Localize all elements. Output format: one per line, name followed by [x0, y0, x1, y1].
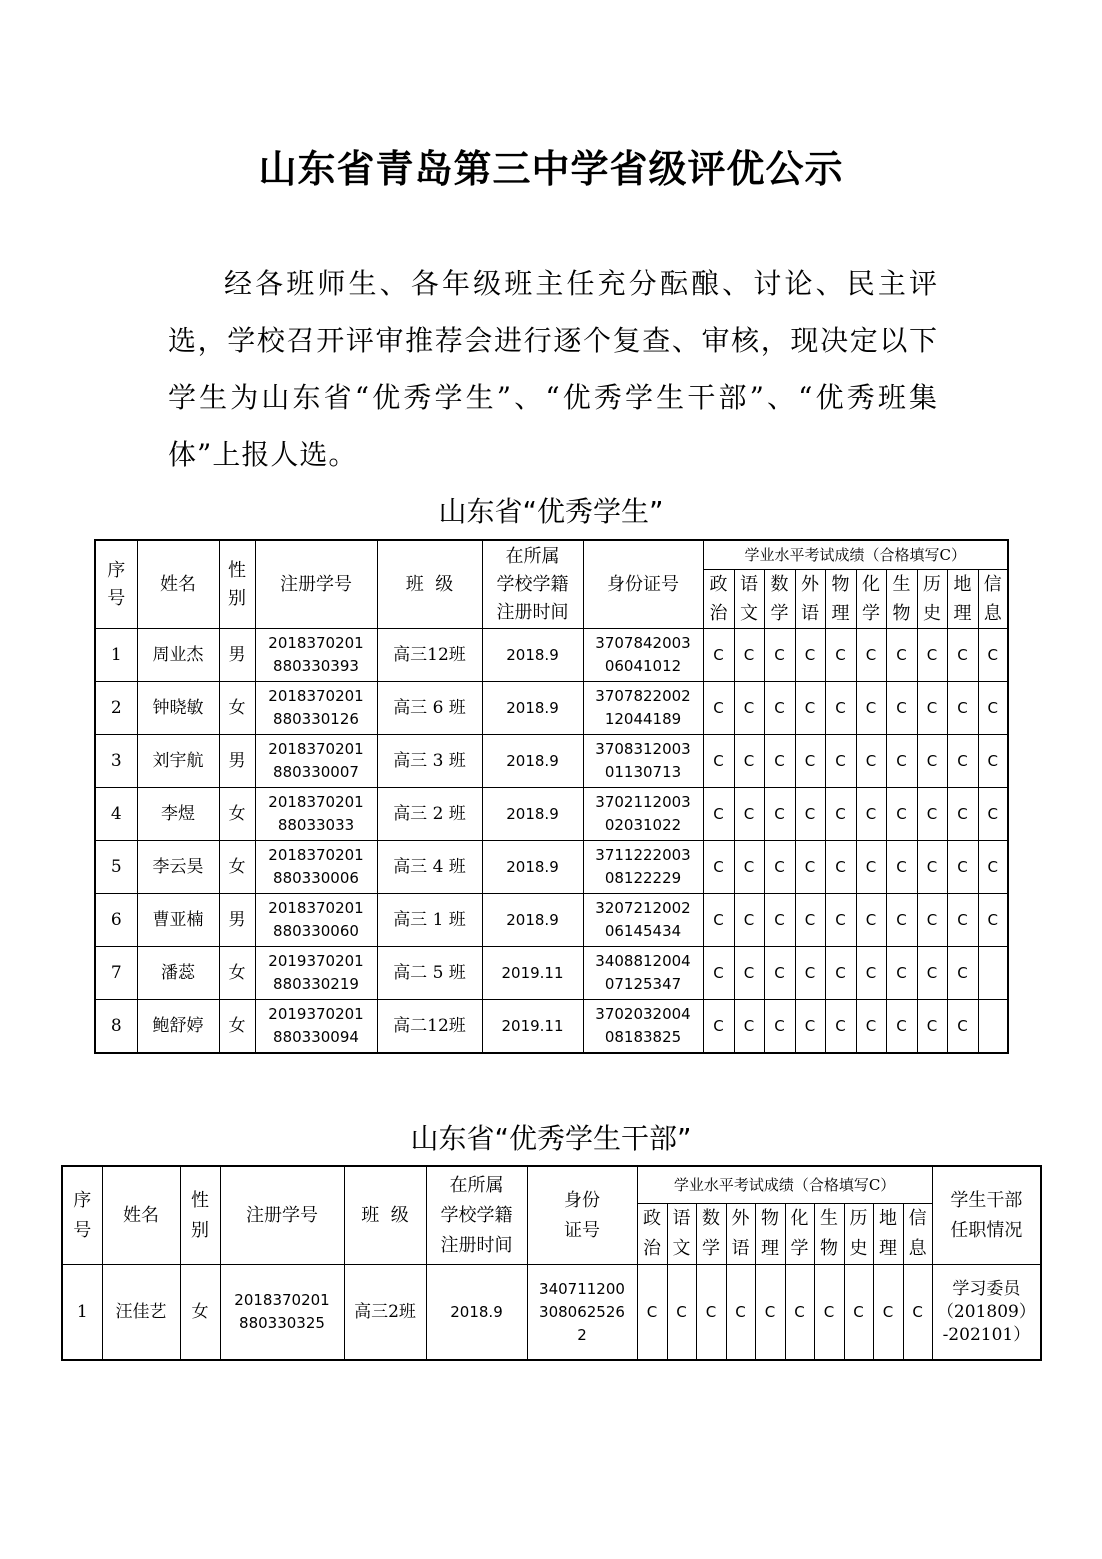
cell-name: 刘宇航	[137, 735, 219, 788]
cell-id-no-line: 3707822002	[595, 687, 691, 705]
table-row	[95, 894, 1008, 947]
cell-grade: C	[637, 1265, 667, 1361]
cell-seq: 3	[95, 735, 137, 788]
cell-gender: 男	[219, 894, 255, 947]
cell-grade: C	[764, 841, 795, 894]
subject-header-char: 语	[672, 1208, 691, 1229]
cell-grade: C	[825, 947, 856, 1000]
cell-reg-no-line: 2019370201	[268, 1005, 364, 1023]
cell-grade: C	[917, 682, 947, 735]
cell-id-no	[527, 1265, 637, 1361]
cell-grade: C	[703, 947, 734, 1000]
cell-id-no-line: 08122229	[604, 869, 682, 887]
subject-header-char: 历	[923, 574, 941, 595]
cell-grade: C	[917, 788, 947, 841]
cell-grade: C	[734, 841, 764, 894]
cell-grade: C	[825, 894, 856, 947]
cell-grade: C	[856, 682, 886, 735]
cell-name: 李云昊	[137, 841, 219, 894]
cell-reg-time: 2018.9	[482, 788, 583, 841]
cell-grade: C	[886, 629, 917, 682]
cell-id-no-line: 3711222003	[595, 846, 691, 864]
cell-grade: C	[795, 629, 825, 682]
cell-grade: C	[726, 1265, 755, 1361]
subject-header	[703, 570, 734, 629]
cell-grade: C	[947, 1000, 978, 1054]
col-reg-no: 注册学号	[255, 540, 377, 629]
cell-reg-no	[255, 841, 377, 894]
col-class: 班 级	[377, 540, 482, 629]
cell-grade: C	[886, 682, 917, 735]
subject-header-char: 历	[849, 1208, 868, 1229]
cell-id-no	[583, 841, 703, 894]
cell-class: 高二 5 班	[377, 947, 482, 1000]
cell-id-no-line: 3702032004	[595, 1005, 691, 1023]
table-row	[95, 841, 1008, 894]
col-name: 姓名	[102, 1166, 180, 1265]
cell-grade: C	[764, 735, 795, 788]
cell-grade: C	[844, 1265, 873, 1361]
cell-name: 周业杰	[137, 629, 219, 682]
cell-gender: 女	[219, 1000, 255, 1054]
col-seq: 序 号	[95, 540, 137, 629]
cell-id-no-line: 12044189	[604, 710, 682, 728]
cell-grade: C	[917, 629, 947, 682]
cell-name: 钟晓敏	[137, 682, 219, 735]
table-row	[95, 1000, 1008, 1054]
cell-reg-time: 2018.9	[482, 841, 583, 894]
cell-reg-no-line: 2018370201	[268, 740, 364, 758]
subject-header-char: 文	[672, 1238, 691, 1259]
subject-header-char: 物	[820, 1238, 838, 1259]
cell-reg-no-line: 2018370201	[268, 793, 364, 811]
subject-header-char: 生	[892, 574, 911, 595]
table-row	[95, 735, 1008, 788]
cell-grade: C	[947, 735, 978, 788]
cell-grade: C	[764, 894, 795, 947]
cell-grade: C	[703, 1000, 734, 1054]
cell-class: 高三2班	[344, 1265, 426, 1361]
cell-reg-no	[255, 1000, 377, 1054]
cell-reg-no-line: 2018370201	[268, 687, 364, 705]
subject-header-char: 物	[892, 603, 911, 624]
cell-reg-time: 2018.9	[482, 894, 583, 947]
cell-id-no	[583, 735, 703, 788]
col-exam-group: 学业水平考试成绩（合格填写C）	[703, 540, 1008, 570]
cell-reg-no-line: 2018370201	[234, 1291, 330, 1309]
cell-reg-no	[220, 1265, 344, 1361]
subject-header-char: 生	[820, 1208, 838, 1229]
cell-reg-no	[255, 947, 377, 1000]
cell-grade: C	[703, 682, 734, 735]
subject-header-char: 地	[879, 1208, 897, 1229]
cell-reg-no-line: 880330393	[273, 657, 359, 675]
cell-grade: C	[734, 735, 764, 788]
cell-duty	[932, 1265, 1041, 1361]
cell-id-no	[583, 682, 703, 735]
cell-grade: C	[703, 841, 734, 894]
cell-grade	[978, 1000, 1008, 1054]
cell-id-no-line: 02031022	[604, 816, 682, 834]
cell-grade: C	[978, 629, 1008, 682]
cell-grade: C	[978, 735, 1008, 788]
cell-id-no-line: 06145434	[604, 922, 682, 940]
table-row	[95, 629, 1008, 682]
cell-reg-no	[255, 682, 377, 735]
subject-header-char: 史	[849, 1238, 868, 1259]
cell-duty-line: -202101）	[942, 1324, 1031, 1345]
cell-id-no-line: 2	[577, 1325, 587, 1344]
cell-id-no-line: 06041012	[604, 657, 682, 675]
subject-header	[795, 570, 825, 629]
cell-seq: 5	[95, 841, 137, 894]
cell-gender: 女	[219, 682, 255, 735]
cell-grade: C	[856, 947, 886, 1000]
table-row	[95, 682, 1008, 735]
cell-seq: 8	[95, 1000, 137, 1054]
cell-grade: C	[795, 894, 825, 947]
cell-grade: C	[947, 894, 978, 947]
subject-header-char: 治	[643, 1238, 661, 1259]
subject-header-char: 学	[770, 603, 789, 624]
col-class: 班 级	[344, 1166, 426, 1265]
cell-grade: C	[947, 682, 978, 735]
cell-grade: C	[825, 1000, 856, 1054]
subject-header	[814, 1204, 844, 1265]
cell-id-no	[583, 894, 703, 947]
subject-header	[903, 1204, 932, 1265]
cell-grade: C	[703, 894, 734, 947]
col-exam-group: 学业水平考试成绩（合格填写C）	[637, 1166, 932, 1204]
cell-reg-no-line: 880330126	[273, 710, 359, 728]
cell-grade: C	[856, 894, 886, 947]
cell-id-no	[583, 788, 703, 841]
table-row	[62, 1265, 1041, 1361]
subject-header	[667, 1204, 696, 1265]
cell-reg-no-line: 2019370201	[268, 952, 364, 970]
subject-header-char: 理	[831, 603, 850, 624]
excellent-students-table	[94, 539, 1009, 1054]
cell-grade: C	[917, 1000, 947, 1054]
cell-reg-no-line: 2018370201	[268, 634, 364, 652]
subject-header	[785, 1204, 814, 1265]
cell-grade: C	[795, 788, 825, 841]
cell-grade: C	[734, 894, 764, 947]
subject-header-char: 语	[740, 574, 758, 595]
cell-duty-line: 学习委员	[952, 1278, 1021, 1299]
cell-class: 高三 4 班	[377, 841, 482, 894]
cell-grade: C	[886, 735, 917, 788]
subject-header-char: 信	[983, 574, 1002, 595]
cell-reg-time: 2019.11	[482, 1000, 583, 1054]
subject-header-char: 学	[702, 1238, 720, 1259]
cell-grade: C	[978, 894, 1008, 947]
cell-seq: 1	[62, 1265, 102, 1361]
col-reg-time: 在所属 学校学籍 注册时间	[426, 1166, 527, 1265]
cell-name: 潘蕊	[137, 947, 219, 1000]
subject-header-char: 地	[953, 574, 972, 595]
cell-grade: C	[667, 1265, 696, 1361]
cell-grade: C	[978, 788, 1008, 841]
cell-grade: C	[978, 682, 1008, 735]
cell-reg-no-line: 880330325	[239, 1314, 325, 1332]
cell-grade: C	[947, 841, 978, 894]
cell-class: 高二12班	[377, 1000, 482, 1054]
cell-seq: 2	[95, 682, 137, 735]
cell-grade: C	[825, 682, 856, 735]
subject-header-char: 理	[879, 1238, 897, 1259]
cell-gender: 女	[180, 1265, 220, 1361]
cell-grade: C	[886, 1000, 917, 1054]
cell-seq: 4	[95, 788, 137, 841]
col-reg-time: 在所属 学校学籍 注册时间	[482, 540, 583, 629]
cell-grade: C	[886, 894, 917, 947]
cell-grade: C	[886, 841, 917, 894]
cell-id-no	[583, 947, 703, 1000]
subject-header-char: 学	[790, 1238, 809, 1259]
cell-class: 高三 6 班	[377, 682, 482, 735]
cell-grade: C	[764, 947, 795, 1000]
cell-grade: C	[856, 629, 886, 682]
cell-reg-time: 2018.9	[482, 629, 583, 682]
cell-grade	[978, 947, 1008, 1000]
cell-id-no-line: 08183825	[604, 1028, 682, 1046]
cell-name: 汪佳艺	[102, 1265, 180, 1361]
cell-grade: C	[734, 1000, 764, 1054]
subject-header-char: 政	[643, 1208, 661, 1229]
cell-name: 曹亚楠	[137, 894, 219, 947]
subject-header	[764, 570, 795, 629]
cell-id-no	[583, 629, 703, 682]
cell-grade: C	[703, 629, 734, 682]
subject-header-char: 数	[702, 1208, 720, 1229]
cell-grade: C	[947, 947, 978, 1000]
subject-header-char: 物	[761, 1208, 779, 1229]
cell-grade: C	[886, 788, 917, 841]
cell-grade: C	[856, 735, 886, 788]
cell-grade: C	[703, 735, 734, 788]
page-title: 山东省青岛第三中学省级评优公示	[258, 147, 844, 191]
subject-header-char: 息	[908, 1238, 927, 1259]
subject-header-char: 文	[740, 603, 758, 624]
subject-header	[917, 570, 947, 629]
cell-reg-time: 2018.9	[482, 682, 583, 735]
cell-id-no	[583, 1000, 703, 1054]
cell-class: 高三 3 班	[377, 735, 482, 788]
cell-id-no-line: 340711200	[539, 1279, 625, 1298]
cell-grade: C	[917, 841, 947, 894]
cell-gender: 女	[219, 947, 255, 1000]
cell-grade: C	[795, 947, 825, 1000]
cell-grade: C	[978, 841, 1008, 894]
cell-class: 高三 1 班	[377, 894, 482, 947]
subject-header-char: 信	[908, 1208, 927, 1229]
col-reg-no: 注册学号	[220, 1166, 344, 1265]
subject-header-char: 理	[761, 1238, 779, 1259]
cell-name: 鲍舒婷	[137, 1000, 219, 1054]
subject-header-char: 物	[831, 574, 850, 595]
cell-grade: C	[917, 947, 947, 1000]
cell-duty-line: （201809）	[936, 1301, 1036, 1322]
cell-name: 李煜	[137, 788, 219, 841]
subject-header-char: 数	[770, 574, 789, 595]
cell-reg-no-line: 880330094	[273, 1028, 359, 1046]
cell-grade: C	[734, 788, 764, 841]
cell-grade: C	[917, 894, 947, 947]
cell-grade: C	[917, 735, 947, 788]
cell-grade: C	[764, 682, 795, 735]
cell-grade: C	[903, 1265, 932, 1361]
col-id-no: 身份 证号	[527, 1166, 637, 1265]
cell-grade: C	[696, 1265, 726, 1361]
cell-reg-no-line: 2018370201	[268, 899, 364, 917]
subject-header-char: 史	[923, 603, 941, 624]
cell-id-no-line: 3702112003	[595, 793, 691, 811]
cell-grade: C	[734, 947, 764, 1000]
cell-grade: C	[755, 1265, 785, 1361]
subject-header	[637, 1204, 667, 1265]
cell-id-no-line: 3708312003	[595, 740, 691, 758]
cell-class: 高三12班	[377, 629, 482, 682]
subject-header	[978, 570, 1008, 629]
cell-reg-no-line: 880330060	[273, 922, 359, 940]
cell-grade: C	[947, 788, 978, 841]
col-gender: 性 别	[180, 1166, 220, 1265]
cell-reg-time: 2018.9	[426, 1265, 527, 1361]
cell-reg-no-line: 2018370201	[268, 846, 364, 864]
col-gender: 性 别	[219, 540, 255, 629]
cell-seq: 7	[95, 947, 137, 1000]
cell-grade: C	[764, 788, 795, 841]
cell-reg-no-line: 880330219	[273, 975, 359, 993]
cell-grade: C	[814, 1265, 844, 1361]
subject-header-char: 理	[953, 603, 972, 624]
cell-grade: C	[825, 788, 856, 841]
cell-grade: C	[886, 947, 917, 1000]
col-id-no: 身份证号	[583, 540, 703, 629]
cell-id-no-line: 3707842003	[595, 634, 691, 652]
cell-seq: 1	[95, 629, 137, 682]
cell-grade: C	[795, 841, 825, 894]
cell-grade: C	[856, 1000, 886, 1054]
cell-gender: 男	[219, 629, 255, 682]
subject-header-char: 外	[801, 574, 819, 595]
excellent-cadres-table	[61, 1165, 1042, 1361]
subject-header-char: 化	[862, 574, 880, 595]
subject-header-char: 治	[709, 603, 728, 624]
cell-grade: C	[795, 682, 825, 735]
subject-header-char: 化	[790, 1208, 809, 1229]
cell-id-no-line: 07125347	[604, 975, 682, 993]
cell-reg-no	[255, 735, 377, 788]
table-row	[95, 788, 1008, 841]
subject-header-char: 语	[731, 1238, 750, 1259]
subject-header	[844, 1204, 873, 1265]
intro-paragraph: 经各班师生、各年级班主任充分酝酿、讨论、民主评选，学校召开评审推荐会进行逐个复查、审核，现决定以下学生为山东省“优秀学生”、“优秀学生干部”、“优秀班集体”上报人选。	[168, 267, 938, 471]
cell-gender: 女	[219, 841, 255, 894]
subject-header-char: 息	[983, 603, 1002, 624]
col-duty: 学生干部 任职情况	[932, 1166, 1041, 1265]
cell-grade: C	[764, 1000, 795, 1054]
subject-header	[947, 570, 978, 629]
cell-grade: C	[947, 629, 978, 682]
cell-grade: C	[764, 629, 795, 682]
cell-reg-no-line: 880330006	[273, 869, 359, 887]
cell-id-no-line: 3408812004	[595, 952, 691, 970]
cell-grade: C	[856, 788, 886, 841]
subject-header-char: 外	[731, 1208, 750, 1229]
col-seq: 序 号	[62, 1166, 102, 1265]
subject-header	[856, 570, 886, 629]
subject-header	[755, 1204, 785, 1265]
cell-grade: C	[795, 1000, 825, 1054]
cell-grade: C	[795, 735, 825, 788]
cell-grade: C	[873, 1265, 903, 1361]
cell-seq: 6	[95, 894, 137, 947]
table-row	[95, 947, 1008, 1000]
cell-grade: C	[856, 841, 886, 894]
cell-grade: C	[703, 788, 734, 841]
subject-header-char: 语	[801, 603, 819, 624]
subject-header	[886, 570, 917, 629]
cell-class: 高三 2 班	[377, 788, 482, 841]
cell-id-no-line: 3207212002	[595, 899, 691, 917]
col-name: 姓名	[137, 540, 219, 629]
subject-header-char: 政	[709, 574, 728, 595]
cell-grade: C	[825, 629, 856, 682]
cell-grade: C	[825, 841, 856, 894]
cell-reg-time: 2019.11	[482, 947, 583, 1000]
cell-grade: C	[825, 735, 856, 788]
cell-reg-time: 2018.9	[482, 735, 583, 788]
cell-reg-no	[255, 788, 377, 841]
section-title-excellent-cadres: 山东省“优秀学生干部”	[410, 1122, 692, 1155]
cell-reg-no	[255, 894, 377, 947]
cell-grade: C	[734, 629, 764, 682]
cell-id-no-line: 01130713	[604, 763, 682, 781]
cell-grade: C	[785, 1265, 814, 1361]
section-title-excellent-students: 山东省“优秀学生”	[438, 495, 664, 528]
subject-header	[825, 570, 856, 629]
cell-reg-no-line: 880330007	[273, 763, 359, 781]
subject-header-char: 学	[862, 603, 880, 624]
cell-id-no-line: 308062526	[539, 1302, 625, 1321]
cell-reg-no-line: 88033033	[277, 816, 355, 834]
cell-gender: 女	[219, 788, 255, 841]
subject-header	[734, 570, 764, 629]
subject-header	[726, 1204, 755, 1265]
cell-grade: C	[734, 682, 764, 735]
subject-header	[873, 1204, 903, 1265]
cell-gender: 男	[219, 735, 255, 788]
subject-header	[696, 1204, 726, 1265]
cell-reg-no	[255, 629, 377, 682]
